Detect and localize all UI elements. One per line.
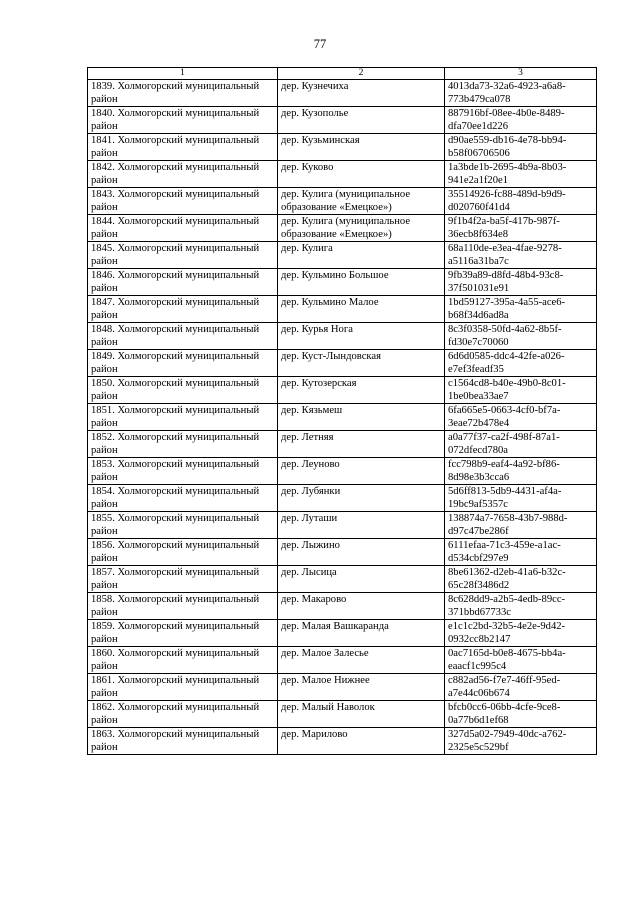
municipality-cell: 1861. Холмогорский муниципальный район [88,674,278,701]
guid-cell: 1bd59127-395a-4a55-ace6-b68f34d6ad8a [445,296,597,323]
settlement-cell: дер. Лубянки [278,485,445,512]
municipality-cell: 1847. Холмогорский муниципальный район [88,296,278,323]
municipality-cell: 1857. Холмогорский муниципальный район [88,566,278,593]
table-row [88,161,597,188]
guid-cell: 4013da73-32a6-4923-a6a8-773b479ca078 [445,80,597,107]
guid-cell: 9f1b4f2a-ba5f-417b-987f-36ecb8f634e8 [445,215,597,242]
municipality-cell: 1859. Холмогорский муниципальный район [88,620,278,647]
guid-cell: 0ac7165d-b0e8-4675-bb4a-eaacf1c995c4 [445,647,597,674]
municipality-cell: 1839. Холмогорский муниципальный район [88,80,278,107]
guid-cell: 6fa665e5-0663-4cf0-bf7a-3eae72b478e4 [445,404,597,431]
settlement-cell: дер. Малая Вашкаранда [278,620,445,647]
table-row [88,377,597,404]
table-row [88,188,597,215]
guid-cell: c1564cd8-b40e-49b0-8c01-1be0bea33ae7 [445,377,597,404]
settlement-cell: дер. Кузополье [278,107,445,134]
settlement-cell: дер. Марилово [278,728,445,755]
municipality-cell: 1862. Холмогорский муниципальный район [88,701,278,728]
settlement-cell: дер. Луташи [278,512,445,539]
municipality-cell: 1855. Холмогорский муниципальный район [88,512,278,539]
settlement-cell: дер. Кулига (муниципальное образование «Емецкое») [278,188,445,215]
settlement-cell: дер. Малое Нижнее [278,674,445,701]
municipality-cell: 1856. Холмогорский муниципальный район [88,539,278,566]
municipality-cell: 1844. Холмогорский муниципальный район [88,215,278,242]
settlement-cell: дер. Летняя [278,431,445,458]
municipality-cell: 1854. Холмогорский муниципальный район [88,485,278,512]
guid-cell: 5d6ff813-5db9-4431-af4a-19bc9af5357c [445,485,597,512]
guid-cell: 327d5a02-7949-40dc-a762-2325e5c529bf [445,728,597,755]
table-row [88,512,597,539]
guid-cell: bfcb0cc6-06bb-4cfe-9ce8-0a77b6d1ef68 [445,701,597,728]
settlement-cell: дер. Лысица [278,566,445,593]
settlement-cell: дер. Кязьмеш [278,404,445,431]
settlement-cell: дер. Кульмино Малое [278,296,445,323]
table-row [88,701,597,728]
page-number: 77 [313,37,327,51]
table-row [88,431,597,458]
municipality-cell: 1845. Холмогорский муниципальный район [88,242,278,269]
guid-cell: 8c628dd9-a2b5-4edb-89cc-371bbd67733c [445,593,597,620]
municipality-cell: 1842. Холмогорский муниципальный район [88,161,278,188]
guid-cell: c882ad56-f7e7-46ff-95ed-a7e44c06b674 [445,674,597,701]
table-row [88,566,597,593]
column-header-2: 2 [278,68,445,80]
settlement-cell: дер. Куст-Лындовская [278,350,445,377]
table-row [88,539,597,566]
column-header-1: 1 [88,68,278,80]
table-row [88,107,597,134]
guid-cell: 68a110de-e3ea-4fae-9278-a5116a31ba7c [445,242,597,269]
guid-cell: fcc798b9-eaf4-4a92-bf86-8d98e3b3cca6 [445,458,597,485]
table-row [88,620,597,647]
municipality-cell: 1851. Холмогорский муниципальный район [88,404,278,431]
guid-cell: e1c1c2bd-32b5-4e2e-9d42-0932cc8b2147 [445,620,597,647]
guid-cell: d90ae559-db16-4e78-bb94-b58f06706506 [445,134,597,161]
table-row [88,323,597,350]
table-row [88,296,597,323]
municipality-cell: 1841. Холмогорский муниципальный район [88,134,278,161]
guid-cell: 887916bf-08ee-4b0e-8489-dfa70ee1d226 [445,107,597,134]
settlements-table [87,67,597,755]
settlement-cell: дер. Кулига [278,242,445,269]
municipality-cell: 1840. Холмогорский муниципальный район [88,107,278,134]
table-row [88,215,597,242]
municipality-cell: 1863. Холмогорский муниципальный район [88,728,278,755]
municipality-cell: 1860. Холмогорский муниципальный район [88,647,278,674]
municipality-cell: 1848. Холмогорский муниципальный район [88,323,278,350]
settlement-cell: дер. Малый Наволок [278,701,445,728]
settlement-cell: дер. Кутозерская [278,377,445,404]
guid-cell: 6111efaa-71c3-459e-a1ac-d534cbf297e9 [445,539,597,566]
municipality-cell: 1853. Холмогорский муниципальный район [88,458,278,485]
guid-cell: 9fb39a89-d8fd-48b4-93c8-37f501031e91 [445,269,597,296]
municipality-cell: 1846. Холмогорский муниципальный район [88,269,278,296]
guid-cell: 1a3bde1b-2695-4b9a-8b03-941e2a1f20e1 [445,161,597,188]
table-row [88,485,597,512]
table-row [88,728,597,755]
table-row [88,593,597,620]
settlement-cell: дер. Кузнечиха [278,80,445,107]
settlement-cell: дер. Куково [278,161,445,188]
settlement-cell: дер. Макарово [278,593,445,620]
column-header-3: 3 [445,68,597,80]
settlement-cell: дер. Леуново [278,458,445,485]
guid-cell: 8be61362-d2eb-41a6-b32c-65c28f3486d2 [445,566,597,593]
settlement-cell: дер. Кулига (муниципальное образование «Емецкое») [278,215,445,242]
settlement-cell: дер. Кузьминская [278,134,445,161]
guid-cell: 6d6d0585-ddc4-42fe-a026-e7ef3feadf35 [445,350,597,377]
guid-cell: 8c3f0358-50fd-4a62-8b5f-fd30e7c70060 [445,323,597,350]
settlement-cell: дер. Малое Залесье [278,647,445,674]
municipality-cell: 1852. Холмогорский муниципальный район [88,431,278,458]
guid-cell: 138874a7-7658-43b7-988d-d97c47be286f [445,512,597,539]
table-row [88,80,597,107]
settlement-cell: дер. Курья Нога [278,323,445,350]
settlement-cell: дер. Кульмино Большое [278,269,445,296]
municipality-cell: 1843. Холмогорский муниципальный район [88,188,278,215]
table-row [88,674,597,701]
table-row [88,350,597,377]
municipality-cell: 1850. Холмогорский муниципальный район [88,377,278,404]
guid-cell: 35514926-fc88-489d-b9d9-d020760f41d4 [445,188,597,215]
table-header-row [88,68,597,80]
table-row [88,134,597,161]
settlement-cell: дер. Лыжино [278,539,445,566]
municipality-cell: 1849. Холмогорский муниципальный район [88,350,278,377]
municipality-cell: 1858. Холмогорский муниципальный район [88,593,278,620]
table-row [88,242,597,269]
table-row [88,269,597,296]
table-row [88,404,597,431]
guid-cell: a0a77f37-ca2f-498f-87a1-072dfecd780a [445,431,597,458]
table-row [88,458,597,485]
table-row [88,647,597,674]
